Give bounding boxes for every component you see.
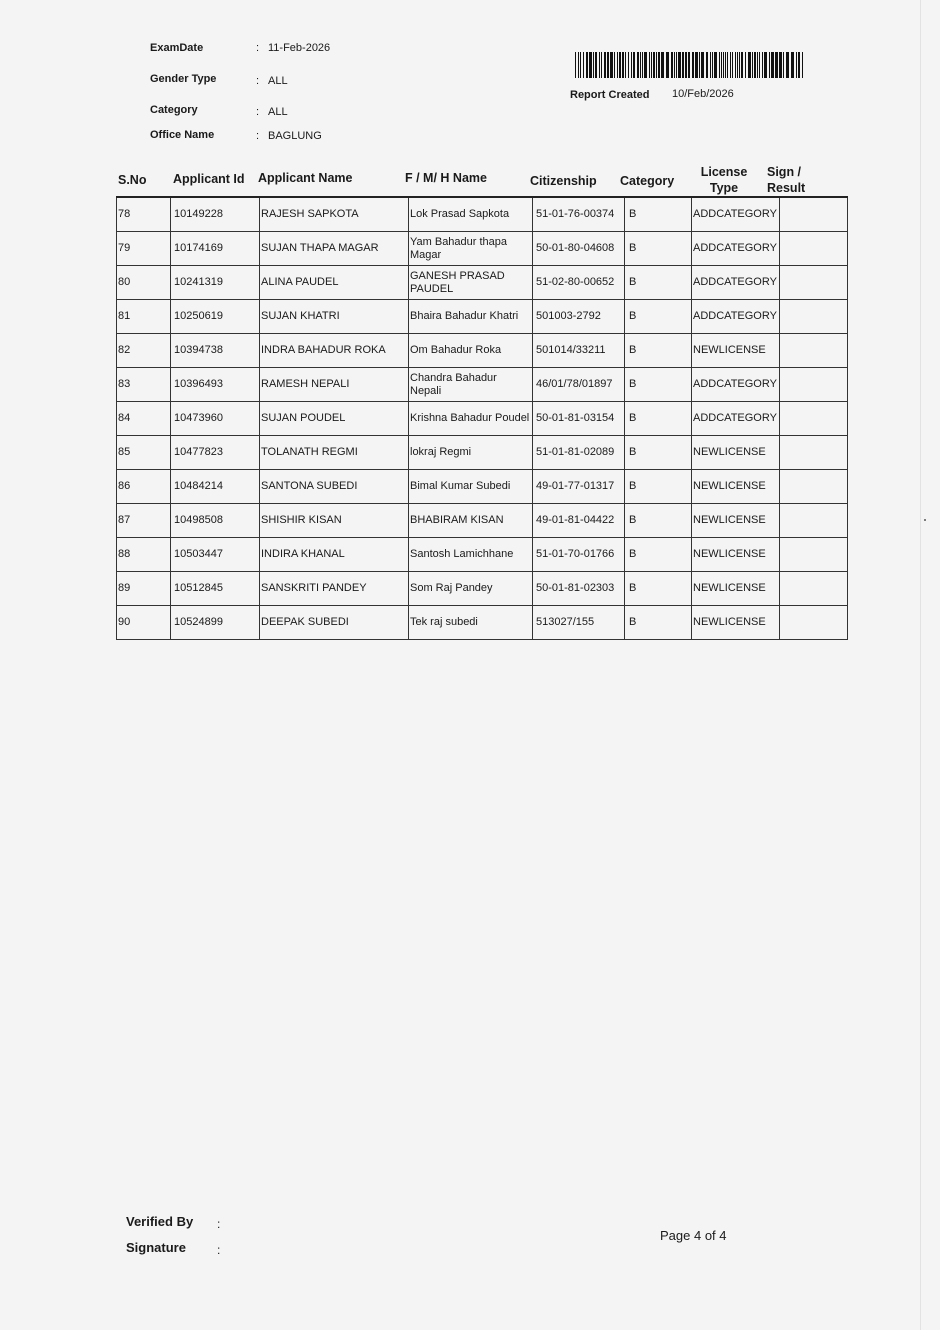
scan-speck xyxy=(924,519,926,521)
cell-citizenship: 49-01-77-01317 xyxy=(533,470,625,504)
cell-sno: 85 xyxy=(117,436,171,470)
barcode-bar xyxy=(589,52,592,78)
cell-fmh-name: Krishna Bahadur Poudel xyxy=(409,402,533,436)
table-row xyxy=(117,572,848,606)
meta-label: Gender Type xyxy=(150,73,217,85)
cell-fmh-name: Som Raj Pandey xyxy=(409,572,533,606)
barcode-bar xyxy=(712,52,713,78)
barcode-bar xyxy=(631,52,632,78)
barcode-bar xyxy=(692,52,694,78)
meta-colon: : xyxy=(256,106,260,118)
cell-citizenship: 46/01/78/01897 xyxy=(533,368,625,402)
barcode-bar xyxy=(583,52,584,78)
cell-sign-result xyxy=(779,538,847,572)
cell-sign-result xyxy=(779,470,847,504)
barcode-bar xyxy=(604,52,606,78)
cell-license-type: ADDCATEGORY xyxy=(692,197,780,232)
cell-applicant-name: SUJAN POUDEL xyxy=(260,402,409,436)
barcode-bar xyxy=(748,52,751,78)
meta-value: ALL xyxy=(268,75,288,87)
table-row xyxy=(117,368,848,402)
cell-applicant-id: 10396493 xyxy=(171,368,260,402)
cell-fmh-name: Bhaira Bahadur Khatri xyxy=(409,300,533,334)
cell-sno: 83 xyxy=(117,368,171,402)
barcode-bar xyxy=(714,52,717,78)
barcode-bar xyxy=(802,52,803,78)
cell-sno: 79 xyxy=(117,232,171,266)
meta-label: ExamDate xyxy=(150,42,204,54)
barcode-bar xyxy=(688,52,690,78)
barcode-bar xyxy=(769,52,770,78)
cell-sign-result xyxy=(779,606,847,640)
cell-fmh-name: Santosh Lamichhane xyxy=(409,538,533,572)
barcode-bar xyxy=(651,52,652,78)
barcode-bar xyxy=(754,52,756,78)
barcode-bar xyxy=(745,52,746,78)
barcode-bar xyxy=(721,52,722,78)
cell-license-type: ADDCATEGORY xyxy=(692,266,780,300)
barcode-bar xyxy=(610,52,613,78)
barcode-bar xyxy=(656,52,657,78)
cell-applicant-id: 10149228 xyxy=(171,197,260,232)
col-header-citizenship: Citizenship xyxy=(530,174,597,188)
barcode-bar xyxy=(666,52,669,78)
cell-citizenship: 51-01-70-01766 xyxy=(533,538,625,572)
barcode-bar xyxy=(739,52,740,78)
report-created-value: 10/Feb/2026 xyxy=(672,88,734,100)
barcode-bar xyxy=(653,52,655,78)
col-header-sign-result xyxy=(767,164,805,196)
table-row xyxy=(117,300,848,334)
cell-citizenship: 51-01-76-00374 xyxy=(533,197,625,232)
cell-category: B xyxy=(625,606,692,640)
cell-sno: 82 xyxy=(117,334,171,368)
signature-colon: : xyxy=(217,1243,221,1257)
meta-label: Category xyxy=(150,104,198,116)
cell-category: B xyxy=(625,436,692,470)
cell-category: B xyxy=(625,197,692,232)
table-row xyxy=(117,606,848,640)
report-created-label: Report Created xyxy=(570,89,650,101)
cell-fmh-name: BHABIRAM KISAN xyxy=(409,504,533,538)
barcode-bar xyxy=(725,52,726,78)
cell-license-type: NEWLICENSE xyxy=(692,504,780,538)
barcode-bar xyxy=(580,52,581,78)
barcode-bar xyxy=(671,52,673,78)
cell-sign-result xyxy=(779,300,847,334)
cell-sno: 90 xyxy=(117,606,171,640)
barcode-bar xyxy=(764,52,767,78)
table-row xyxy=(117,538,848,572)
barcode-bar xyxy=(593,52,594,78)
cell-category: B xyxy=(625,266,692,300)
cell-citizenship: 513027/155 xyxy=(533,606,625,640)
barcode-bar xyxy=(633,52,635,78)
cell-license-type: ADDCATEGORY xyxy=(692,402,780,436)
barcode-graphic xyxy=(575,52,805,78)
cell-fmh-name: Yam Bahadur thapa Magar xyxy=(409,232,533,266)
cell-applicant-name: DEEPAK SUBEDI xyxy=(260,606,409,640)
cell-category: B xyxy=(625,572,692,606)
cell-citizenship: 50-01-81-03154 xyxy=(533,402,625,436)
barcode-bar xyxy=(741,52,743,78)
barcode-bar xyxy=(619,52,621,78)
barcode-bar xyxy=(762,52,763,78)
barcode-bar xyxy=(682,52,684,78)
cell-sno: 89 xyxy=(117,572,171,606)
cell-sign-result xyxy=(779,232,847,266)
cell-fmh-name: Bimal Kumar Subedi xyxy=(409,470,533,504)
col-header-sign-line1: Sign / xyxy=(767,165,802,179)
cell-applicant-name: SHISHIR KISAN xyxy=(260,504,409,538)
barcode-bar xyxy=(752,52,753,78)
cell-citizenship: 49-01-81-04422 xyxy=(533,504,625,538)
barcode-bar xyxy=(791,52,794,78)
barcode-bar xyxy=(622,52,624,78)
barcode-bar xyxy=(685,52,687,78)
cell-license-type: ADDCATEGORY xyxy=(692,300,780,334)
page-number: Page 4 of 4 xyxy=(660,1228,727,1243)
barcode-bar xyxy=(783,52,784,78)
barcode-bar xyxy=(644,52,647,78)
cell-applicant-name: SANTONA SUBEDI xyxy=(260,470,409,504)
cell-citizenship: 51-02-80-00652 xyxy=(533,266,625,300)
barcode-bar xyxy=(586,52,588,78)
col-header-license-line2: Type xyxy=(709,181,739,195)
cell-applicant-id: 10512845 xyxy=(171,572,260,606)
cell-applicant-id: 10477823 xyxy=(171,436,260,470)
table-row xyxy=(117,504,848,538)
applicant-table-body xyxy=(117,197,848,640)
cell-sno: 78 xyxy=(117,197,171,232)
barcode xyxy=(575,52,805,78)
barcode-bar xyxy=(757,52,758,78)
barcode-bar xyxy=(771,52,774,78)
applicant-table xyxy=(116,196,848,640)
cell-category: B xyxy=(625,334,692,368)
table-row xyxy=(117,402,848,436)
barcode-bar xyxy=(706,52,708,78)
barcode-bar xyxy=(578,52,579,78)
cell-sno: 84 xyxy=(117,402,171,436)
table-row xyxy=(117,334,848,368)
cell-citizenship: 51-01-81-02089 xyxy=(533,436,625,470)
meta-value: BAGLUNG xyxy=(268,130,322,142)
col-header-license-line1: License xyxy=(700,165,748,179)
meta-colon: : xyxy=(256,130,260,142)
cell-citizenship: 501003-2792 xyxy=(533,300,625,334)
page-edge xyxy=(920,0,921,1330)
barcode-bar xyxy=(601,52,602,78)
barcode-bar xyxy=(640,52,641,78)
cell-license-type: NEWLICENSE xyxy=(692,572,780,606)
col-header-license-type xyxy=(694,164,754,196)
cell-sno: 81 xyxy=(117,300,171,334)
col-header-sign-line2: Result xyxy=(767,181,806,195)
barcode-bar xyxy=(775,52,778,78)
cell-fmh-name: GANESH PRASAD PAUDEL xyxy=(409,266,533,300)
table-row xyxy=(117,266,848,300)
barcode-bar xyxy=(614,52,615,78)
verified-by-colon: : xyxy=(217,1217,221,1231)
cell-fmh-name: Chandra Bahadur Nepali xyxy=(409,368,533,402)
barcode-bar xyxy=(699,52,700,78)
barcode-bar xyxy=(798,52,800,78)
cell-sign-result xyxy=(779,266,847,300)
cell-applicant-id: 10394738 xyxy=(171,334,260,368)
cell-fmh-name: Om Bahadur Roka xyxy=(409,334,533,368)
cell-applicant-id: 10241319 xyxy=(171,266,260,300)
table-row xyxy=(117,197,848,232)
barcode-bar xyxy=(617,52,618,78)
barcode-bar xyxy=(786,52,789,78)
meta-label: Office Name xyxy=(150,129,215,141)
cell-applicant-name: ALINA PAUDEL xyxy=(260,266,409,300)
cell-sno: 86 xyxy=(117,470,171,504)
col-header-fmh-name: F / M/ H Name xyxy=(405,171,487,185)
barcode-bar xyxy=(779,52,782,78)
cell-applicant-id: 10498508 xyxy=(171,504,260,538)
barcode-bar xyxy=(599,52,600,78)
cell-applicant-id: 10250619 xyxy=(171,300,260,334)
cell-sign-result xyxy=(779,197,847,232)
barcode-bar xyxy=(678,52,681,78)
barcode-bar xyxy=(637,52,639,78)
barcode-bar xyxy=(607,52,609,78)
cell-sign-result xyxy=(779,334,847,368)
cell-sno: 88 xyxy=(117,538,171,572)
verified-by-label: Verified By xyxy=(126,1214,194,1229)
table-row xyxy=(117,470,848,504)
cell-license-type: NEWLICENSE xyxy=(692,334,780,368)
cell-applicant-name: INDIRA KHANAL xyxy=(260,538,409,572)
cell-applicant-name: SUJAN KHATRI xyxy=(260,300,409,334)
cell-citizenship: 501014/33211 xyxy=(533,334,625,368)
table-row xyxy=(117,232,848,266)
col-header-category: Category xyxy=(620,174,675,188)
barcode-bar xyxy=(727,52,728,78)
cell-applicant-name: TOLANATH REGMI xyxy=(260,436,409,470)
cell-fmh-name: Tek raj subedi xyxy=(409,606,533,640)
cell-category: B xyxy=(625,300,692,334)
cell-citizenship: 50-01-80-04608 xyxy=(533,232,625,266)
cell-applicant-id: 10503447 xyxy=(171,538,260,572)
meta-colon: : xyxy=(256,42,260,54)
cell-category: B xyxy=(625,402,692,436)
barcode-bar xyxy=(710,52,711,78)
cell-category: B xyxy=(625,504,692,538)
table-row xyxy=(117,436,848,470)
cell-applicant-id: 10524899 xyxy=(171,606,260,640)
cell-category: B xyxy=(625,538,692,572)
cell-applicant-name: RAJESH SAPKOTA xyxy=(260,197,409,232)
barcode-bar xyxy=(642,52,643,78)
signature-label: Signature xyxy=(126,1240,186,1255)
cell-sign-result xyxy=(779,504,847,538)
barcode-bar xyxy=(723,52,724,78)
barcode-bar xyxy=(719,52,720,78)
barcode-bar xyxy=(649,52,650,78)
barcode-bar xyxy=(759,52,760,78)
cell-fmh-name: lokraj Regmi xyxy=(409,436,533,470)
barcode-bar xyxy=(676,52,677,78)
cell-license-type: ADDCATEGORY xyxy=(692,232,780,266)
barcode-bar xyxy=(658,52,660,78)
barcode-bar xyxy=(674,52,675,78)
col-header-sno: S.No xyxy=(118,173,147,187)
cell-applicant-id: 10473960 xyxy=(171,402,260,436)
cell-sign-result xyxy=(779,368,847,402)
cell-sno: 87 xyxy=(117,504,171,538)
cell-sign-result xyxy=(779,572,847,606)
barcode-bar xyxy=(695,52,698,78)
barcode-bar xyxy=(661,52,664,78)
cell-category: B xyxy=(625,368,692,402)
barcode-bar xyxy=(796,52,797,78)
barcode-bar xyxy=(625,52,626,78)
barcode-bar xyxy=(701,52,704,78)
cell-sign-result xyxy=(779,402,847,436)
cell-sno: 80 xyxy=(117,266,171,300)
cell-fmh-name: Lok Prasad Sapkota xyxy=(409,197,533,232)
col-header-applicant-id: Applicant Id xyxy=(173,172,245,186)
meta-value: 11-Feb-2026 xyxy=(268,42,331,54)
barcode-bar xyxy=(737,52,738,78)
cell-citizenship: 50-01-81-02303 xyxy=(533,572,625,606)
cell-applicant-name: RAMESH NEPALI xyxy=(260,368,409,402)
meta-colon: : xyxy=(256,75,260,87)
cell-sign-result xyxy=(779,436,847,470)
cell-category: B xyxy=(625,232,692,266)
cell-applicant-name: INDRA BAHADUR ROKA xyxy=(260,334,409,368)
cell-applicant-name: SUJAN THAPA MAGAR xyxy=(260,232,409,266)
col-header-applicant-name: Applicant Name xyxy=(258,171,353,185)
cell-applicant-name: SANSKRITI PANDEY xyxy=(260,572,409,606)
meta-value: ALL xyxy=(268,106,288,118)
barcode-bar xyxy=(595,52,597,78)
barcode-bar xyxy=(730,52,731,78)
barcode-bar xyxy=(575,52,576,78)
barcode-bar xyxy=(732,52,733,78)
cell-license-type: NEWLICENSE xyxy=(692,606,780,640)
barcode-bar xyxy=(628,52,629,78)
cell-license-type: NEWLICENSE xyxy=(692,436,780,470)
cell-license-type: NEWLICENSE xyxy=(692,470,780,504)
cell-applicant-id: 10484214 xyxy=(171,470,260,504)
cell-applicant-id: 10174169 xyxy=(171,232,260,266)
cell-license-type: ADDCATEGORY xyxy=(692,368,780,402)
barcode-bar xyxy=(735,52,736,78)
cell-category: B xyxy=(625,470,692,504)
cell-license-type: NEWLICENSE xyxy=(692,538,780,572)
